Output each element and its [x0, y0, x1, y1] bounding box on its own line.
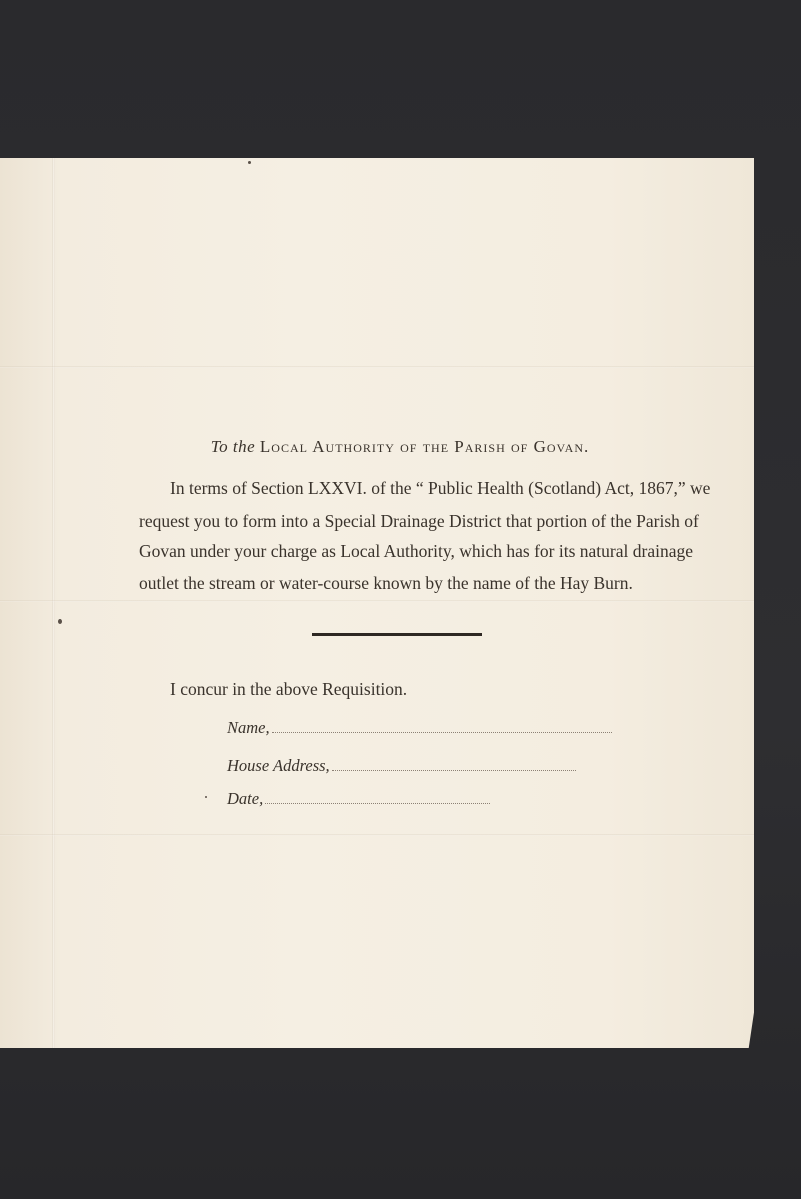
document-page — [0, 158, 754, 1048]
paragraph-line: In terms of Section LXXVI. of the “ Public Health (Scotland) Act, 1867,” we — [170, 478, 711, 498]
name-field[interactable] — [227, 718, 612, 738]
address-heading — [0, 437, 800, 457]
concurrence-statement: I concur in the above Requisition. — [170, 679, 408, 699]
paper-speck — [248, 161, 251, 164]
horizontal-fold — [0, 600, 754, 602]
name-label: Name, — [227, 718, 270, 737]
paper-speck — [205, 796, 207, 798]
paper-speck — [58, 619, 62, 624]
date-label: Date, — [227, 789, 264, 808]
date-blank-line[interactable] — [265, 802, 490, 804]
house-address-blank-line[interactable] — [332, 769, 576, 771]
horizontal-fold — [0, 366, 754, 368]
house-address-label: House Address, — [227, 756, 330, 775]
paragraph-line: Govan under your charge as Local Authority, which has for its natural drainage — [139, 541, 693, 561]
section-divider — [312, 633, 482, 636]
paragraph-line: request you to form into a Special Drainage District that portion of the Parish of — [139, 511, 699, 531]
name-blank-line[interactable] — [272, 731, 612, 733]
vertical-fold — [52, 158, 55, 1048]
date-field[interactable] — [227, 789, 490, 809]
horizontal-fold — [0, 834, 754, 836]
paragraph-line: outlet the stream or water-course known by the name of the Hay Burn. — [139, 573, 633, 593]
heading-title: Local Authority of the Parish of Govan. — [259, 437, 590, 456]
house-address-field[interactable] — [227, 756, 576, 776]
heading-prefix: To the — [210, 437, 256, 456]
